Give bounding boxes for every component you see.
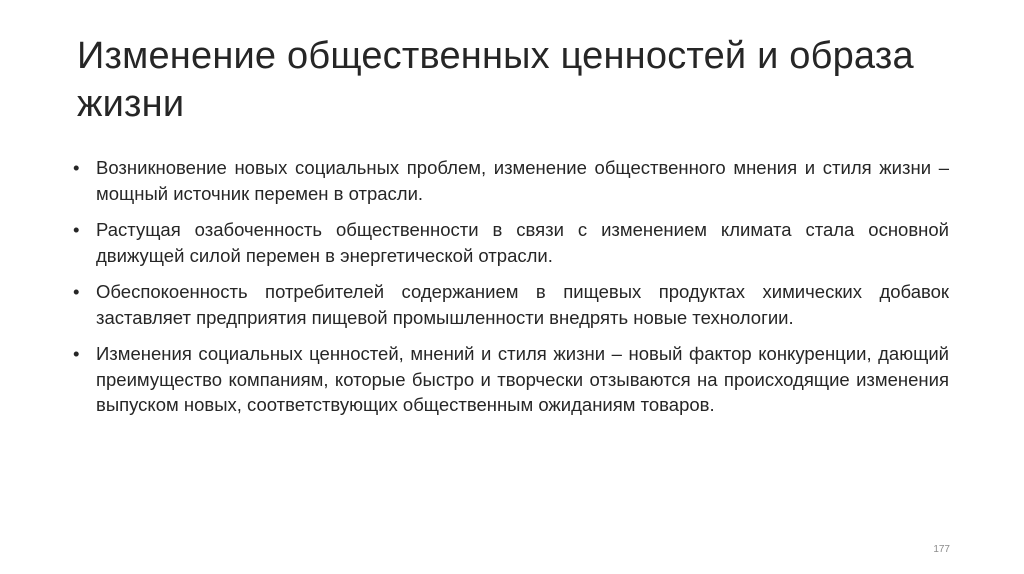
bullet-text: Возникновение новых социальных проблем, изменение общественного мнения и стиля жизни – мощный источник перемен в отрасли.	[96, 157, 949, 204]
bullet-list	[73, 155, 949, 429]
bullet-dot-icon: •	[73, 157, 80, 178]
slide-title: Изменение общественных ценностей и образа жизни	[77, 35, 914, 125]
bullet-dot-icon: •	[73, 281, 80, 302]
bullet-dot-icon: •	[73, 219, 80, 240]
bullet-text: Изменения социальных ценностей, мнений и стиля жизни – новый фактор конкуренции, дающий преимущество компаниям, которые быстро и творчески отзываются на происходящие изменения выпуском новых, соответствующих общественным ожиданиям товаров.	[96, 343, 949, 415]
page-number: 177	[933, 544, 950, 555]
bullet-item	[73, 217, 949, 268]
bullet-dot-icon: •	[73, 343, 80, 364]
bullet-item	[73, 279, 949, 330]
bullet-text: Обеспокоенность потребителей содержанием в пищевых продуктах химических добавок заставляет предприятия пищевой промышленности внедрять новые технологии.	[96, 281, 949, 328]
bullet-item	[73, 155, 949, 206]
bullet-text: Растущая озабоченность общественности в связи с изменением климата стала основной движущей силой перемен в энергетической отрасли.	[96, 219, 949, 266]
bullet-item	[73, 341, 949, 418]
